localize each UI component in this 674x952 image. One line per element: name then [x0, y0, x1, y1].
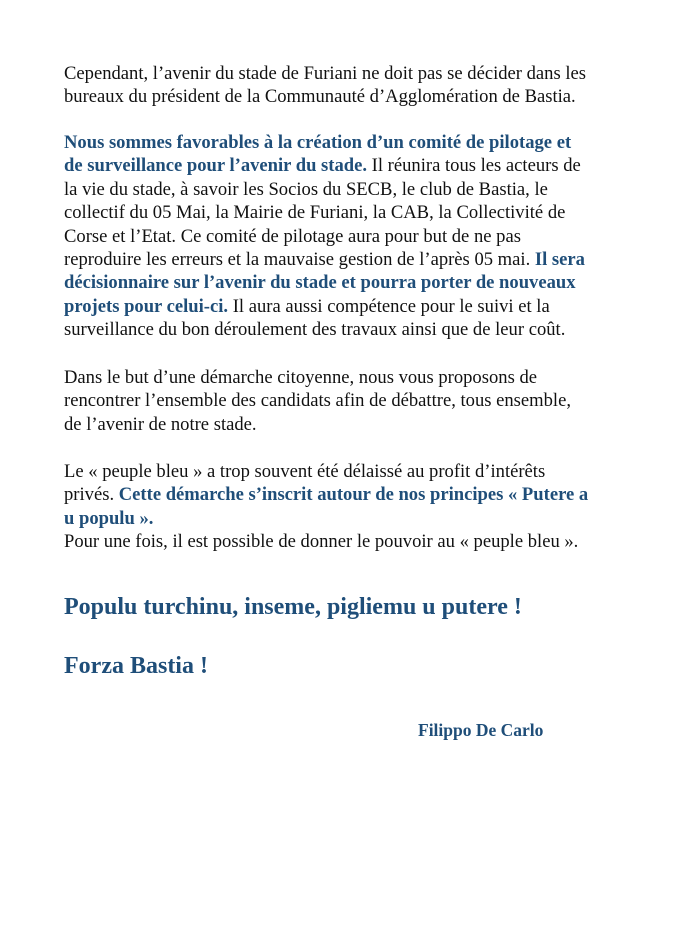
emphasized-text: projets pour celui-ci. — [64, 295, 229, 317]
text-line — [64, 295, 624, 318]
text-line — [64, 271, 624, 294]
body-text: Dans le but d’une démarche citoyenne, nous vous proposons de — [64, 367, 537, 388]
closing-heading: Forza Bastia ! — [64, 653, 208, 679]
emphasized-text: Nous sommes favorables à la création d’un comité de pilotage et — [64, 132, 572, 153]
body-text: reproduire les erreurs et la mauvaise gestion de l’après 05 mai. — [64, 249, 535, 271]
emphasized-text: Cette démarche s’inscrit autour de nos principes « Putere a — [118, 484, 589, 506]
emphasized-text: u populu ». — [64, 507, 154, 529]
body-text: rencontrer l’ensemble des candidats afin de débattre, tous ensemble, — [64, 390, 571, 412]
body-text: Le « peuple bleu » a trop souvent été délaissé au profit d’intérêts — [64, 461, 546, 482]
paragraph-meeting — [64, 366, 624, 436]
body-text: de l’avenir de notre stade. — [64, 413, 257, 435]
text-line — [64, 154, 624, 177]
text-line — [64, 62, 624, 85]
body-text: privés. — [64, 484, 119, 506]
text-line — [64, 366, 624, 389]
signature: Filippo De Carlo — [418, 720, 544, 740]
body-text: collectif du 05 Mai, la Mairie de Furiani, la CAB, la Collectivité de — [64, 202, 566, 224]
text-line — [64, 248, 624, 271]
paragraph-intro — [64, 62, 624, 109]
text-line — [64, 201, 624, 224]
emphasized-text: décisionnaire sur l’avenir du stade et pourra porter de nouveaux — [64, 272, 576, 294]
text-line — [64, 507, 624, 530]
text-line — [64, 85, 624, 108]
text-line — [64, 413, 624, 436]
text-line — [64, 389, 624, 412]
text-line — [64, 131, 624, 154]
body-text: Il aura aussi compétence pour le suivi et la — [228, 295, 550, 317]
body-text: Pour une fois, il est possible de donner le pouvoir au « peuple bleu ». — [64, 531, 579, 553]
body-text: Il réunira tous les acteurs de — [367, 155, 581, 177]
text-line — [64, 483, 624, 506]
emphasized-text: de surveillance pour l’avenir du stade. — [64, 155, 368, 177]
text-line — [64, 460, 624, 483]
text-line — [64, 178, 624, 201]
paragraph-committee — [64, 131, 624, 342]
text-line — [64, 530, 624, 553]
slogan-heading: Populu turchinu, inseme, pigliemu u putere ! — [64, 594, 522, 620]
emphasized-text: Il sera — [534, 249, 585, 271]
body-text: Corse et l’Etat. Ce comité de pilotage aura pour but de ne pas — [64, 225, 521, 247]
body-text: bureaux du président de la Communauté d’Agglomération de Bastia. — [64, 86, 576, 108]
text-line — [64, 225, 624, 248]
body-text: Cependant, l’avenir du stade de Furiani ne doit pas se décider dans les — [64, 63, 587, 84]
body-text: surveillance du bon déroulement des travaux ainsi que de leur coût. — [64, 319, 566, 341]
text-line — [64, 318, 624, 341]
paragraph-peuple-bleu — [64, 460, 624, 554]
body-text: la vie du stade, à savoir les Socios du SECB, le club de Bastia, le — [64, 178, 548, 200]
